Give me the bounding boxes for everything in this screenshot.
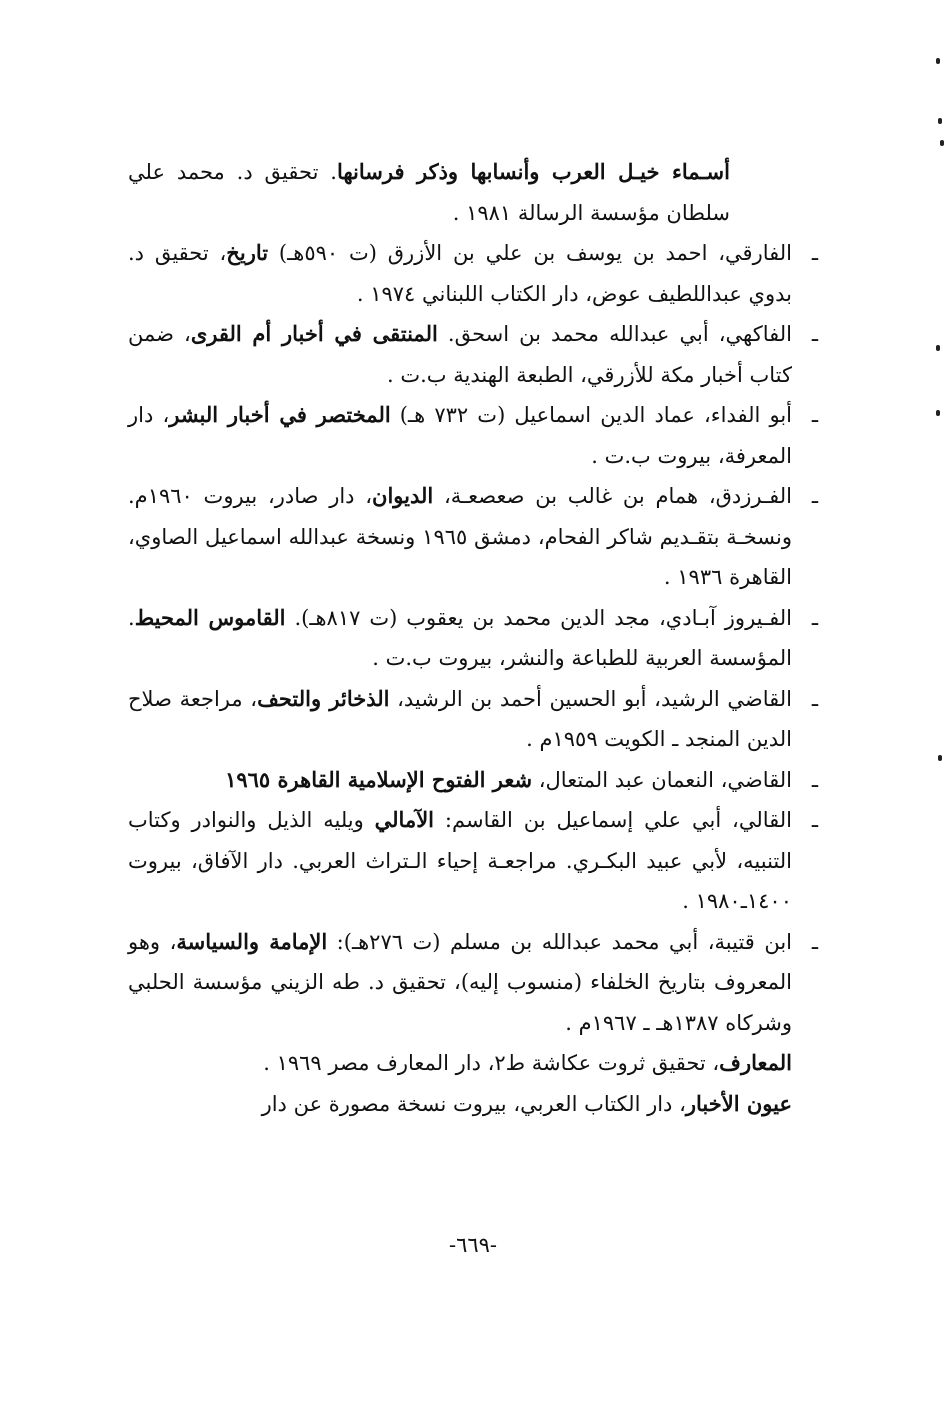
bibliography-list (128, 152, 818, 1124)
book-title: المنتقى في أخبار أم القرى (190, 321, 438, 346)
book-title: الذخائر والتحف (257, 685, 390, 711)
bibliography-entry (128, 233, 818, 314)
entry-author: القالي، أبي علي إسماعيل بن القاسم: (434, 808, 792, 832)
scan-speck (938, 755, 942, 761)
scan-speck (936, 58, 940, 64)
entry-author: الفـرزدق، همام بن غالب بن صعصعـة، (433, 484, 792, 508)
scan-speck (938, 118, 942, 124)
entry-text: ، مراجعة صلاح الدين المنجد ـ الكويت ١٩٥٩م . (128, 686, 792, 751)
book-title: الآمالي (374, 807, 435, 832)
entry-author: الفـيروز آبـادي، مجد الدين محمد بن يعقوب (ت ٨١٧هـ). (285, 605, 792, 630)
scan-speck (936, 345, 940, 351)
entry-text: . تحقيق د. محمد علي سلطان مؤسسة الرسالة ١٩٨١ . (128, 160, 730, 225)
entry-author: أبو الفداء، عماد الدين اسماعيل (ت ٧٣٢ هـ) (390, 403, 792, 427)
bibliography-entry (128, 395, 818, 476)
bibliography-entry (128, 314, 818, 395)
entry-text: ، ضمن كتاب أخبار مكة للأزرقي، الطبعة الهندية ب.ت . (128, 322, 792, 387)
scan-speck (936, 410, 940, 416)
page-number: -٦٦٩- (448, 1233, 498, 1257)
book-title: الإمامة والسياسة (176, 928, 328, 954)
entry-author: القاضي الرشيد، أبو الحسين أحمد بن الرشيد، (389, 686, 792, 711)
bibliography-entry (128, 1043, 818, 1084)
book-title: عيون الأخبار (685, 1090, 792, 1116)
bibliography-entry (128, 598, 818, 679)
entry-text: ، تحقيق د. بدوي عبداللطيف عوض، دار الكتاب اللبناني ١٩٧٤ . (128, 241, 792, 306)
scan-speck (940, 140, 944, 146)
entry-text: . المؤسسة العربية للطباعة والنشر، بيروت ب.ت . (128, 605, 792, 670)
entry-text: ويليه الذيل والنوادر وكتاب التنبيه، لأبي عبيد البكـري. مراجعـة إحياء الـتراث العربي. دار الآفاق، بيروت ١٤٠٠ـ١٩٨٠ . (128, 808, 792, 913)
bibliography-entry (128, 476, 818, 598)
bibliography-entry (128, 922, 818, 1044)
entry-text: ، وهو المعروف بتاريخ الخلفاء (منسوب إليه)، تحقيق د. طه الزيني مؤسسة الحلبي وشركاه ١٣٨٧هـ ـ ١٩٦٧م . (128, 929, 792, 1035)
entry-text: القاهرة ١٩٦٥ (225, 766, 348, 792)
entry-author: القاضي، النعمان عبد المتعال، (532, 767, 792, 792)
bibliography-entry (128, 800, 818, 922)
book-title: المعارف (719, 1050, 792, 1075)
bibliography-entry (128, 152, 818, 233)
entry-author: الفاكهي، أبي عبدالله محمد بن اسحق. (437, 322, 792, 346)
book-title: أسـماء خيـل العرب وأنسابها وذكر فرسانها (336, 159, 730, 184)
bibliography-entry (128, 760, 818, 801)
entry-text: ، دار صادر، بيروت ١٩٦٠م. ونسخـة بتقـديم شاكر الفحام، دمشق ١٩٦٥ ونسخة عبدالله اسماعيل الصاوي، القاهرة ١٩٣٦ . (128, 484, 792, 589)
entry-text: ، دار المعرفة، بيروت ب.ت . (128, 403, 792, 468)
book-title: القاموس المحيط (134, 604, 286, 630)
entry-author: الفارقي، احمد بن يوسف بن علي بن الأزرق (ت ٥٩٠هـ) (268, 241, 792, 265)
entry-text: ، تحقيق ثروت عكاشة ط٢، دار المعارف مصر ١٩٦٩ . (263, 1051, 720, 1075)
entry-author: ابن قتيبة، أبي محمد عبدالله بن مسلم (ت ٢٧٦هـ): (327, 929, 792, 954)
book-title: تاريخ (226, 240, 269, 265)
bibliography-entry (128, 679, 818, 760)
book-title: شعر الفتوح الإسلامية (347, 766, 533, 792)
bibliography-entry (128, 1084, 818, 1125)
entry-text: ، دار الكتاب العربي، بيروت نسخة مصورة عن دار (261, 1091, 686, 1116)
book-title: الديوان (372, 483, 434, 508)
book-title: المختصر في أخبار البشر (169, 402, 391, 427)
